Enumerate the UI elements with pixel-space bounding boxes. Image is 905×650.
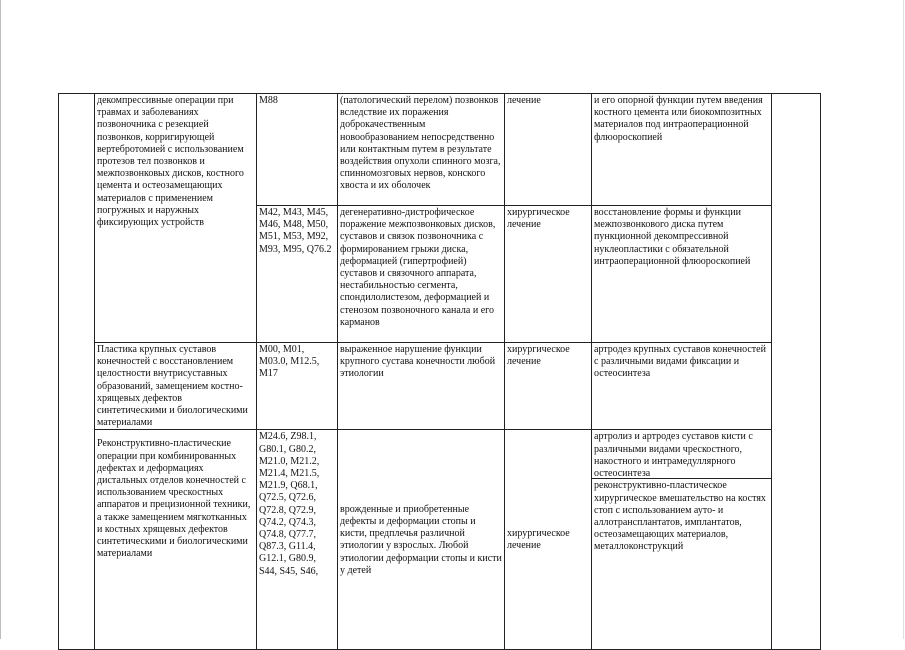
row-number-cell bbox=[59, 94, 95, 650]
condition-cell: дегенеративно-дистрофическое поражение межпозвонковых дисков, суставов и связок позвоночника с формированием грыжи диска, деформацией (гипертрофией) суставов и связочного аппарата, нестабильностью сегмента, спондилолистезом, деформацией и стенозом позвоночного канала и его карманов bbox=[338, 206, 505, 343]
codes-cell: M24.6, Z98.1, G80.1, G80.2, M21.0, M21.2, M21.4, M21.5, M21.9, Q68.1, Q72.5, Q72.6, Q72.8, Q72.9, Q74.2, Q74.3, Q74.8, Q77.7, Q87.3, G11.4, G12.1, G80.9, S44, S45, S46, bbox=[257, 430, 338, 650]
extra-cell bbox=[772, 94, 821, 650]
method-item: реконструктивно-пластическое хирургическое вмешательство на костях стоп с использованием ауто- и аллотрансплантатов, имплантатов, остеозамещающих материалов, металлоконструкций bbox=[594, 480, 766, 553]
medical-procedures-table bbox=[58, 93, 821, 650]
condition-cell: выраженное нарушение функции крупного сустава конечности любой этиологии bbox=[338, 343, 505, 430]
procedure-cell: Пластика крупных суставов конечностей с восстановлением целостности внутрисуставных образований, замещением костно-хрящевых дефектов синтетическими и биологическими материалами bbox=[95, 343, 257, 430]
method-item: артролиз и артродез суставов кисти с различными видами чрескостного, накостного и интрамедуллярного остеосинтеза bbox=[592, 430, 771, 479]
treatment-cell: лечение bbox=[505, 94, 592, 206]
codes-cell: M00, M01, M03.0, M12.5, M17 bbox=[257, 343, 338, 430]
condition-cell: врожденные и приобретенные дефекты и деформации стопы и кисти, предплечья различной этиологии у взрослых. Любой этиологии деформации стопы и кисти у детей bbox=[338, 430, 505, 650]
table-row bbox=[59, 343, 821, 430]
table-row bbox=[59, 94, 821, 206]
treatment-cell: хирургическое лечение bbox=[505, 430, 592, 650]
treatment-cell: хирургическое лечение bbox=[505, 343, 592, 430]
codes-cell: M42, M43, M45, M46, M48, M50, M51, M53, M92, M93, M95, Q76.2 bbox=[257, 206, 338, 343]
treatment-cell: хирургическое лечение bbox=[505, 206, 592, 343]
procedure-cell: Реконструктивно-пластические операции при комбинированных дефектах и деформациях дистальных отделов конечностей с использованием чрескостных аппаратов и прецизионной техники, а также замещением мягкотканных и костных хрящевых дефектов синтетическими и биологическими материалами bbox=[95, 430, 257, 650]
codes-cell: M88 bbox=[257, 94, 338, 206]
condition-cell: (патологический перелом) позвонков вследствие их поражения доброкачественным новообразованием непосредственно или контактным путем в результате воздействия опухоли спинного мозга, спинномозговых нервов, конского хвоста и их оболочек bbox=[338, 94, 505, 206]
method-cell: и его опорной функции путем введения костного цемента или биокомпозитных материалов под интраоперационной флюороскопией bbox=[592, 94, 772, 206]
procedure-cell: декомпрессивные операции при травмах и заболеваниях позвоночника с резекцией позвонков, корригирующей вертебротомией с использованием протезов тел позвонков и межпозвонковых дисков, костного цемента и остеозамещающих материалов с применением погружных и наружных фиксирующих устройств bbox=[95, 94, 257, 343]
method-cell: восстановление формы и функции межпозвонкового диска путем пункционной декомпрессивной нуклеопластики с обязательной интраоперационной флюороскопией bbox=[592, 206, 772, 343]
method-cell: артродез крупных суставов конечностей с различными видами фиксации и остеосинтеза bbox=[592, 343, 772, 430]
table-row bbox=[59, 430, 821, 650]
method-cell-split bbox=[592, 430, 772, 650]
